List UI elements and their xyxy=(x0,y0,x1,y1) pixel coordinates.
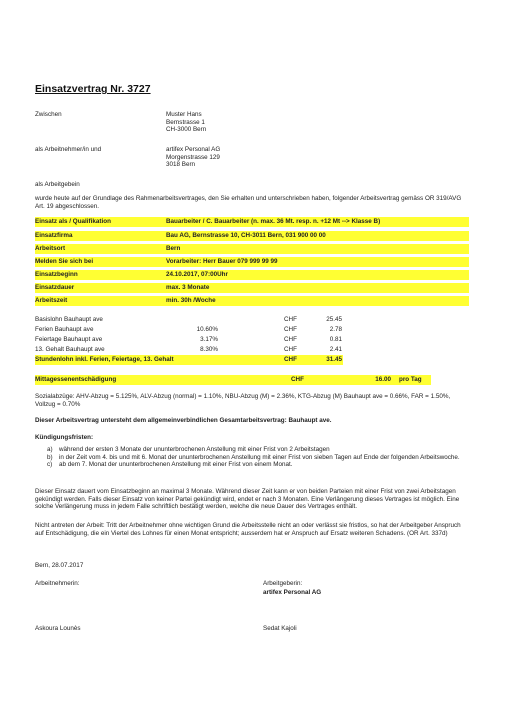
dauer-paragraph: Dieser Einsatz dauert vom Einsatzbeginn an maximal 3 Monate. Während dieser Zeit kann er von beiden Parteien mit einer Frist von zwei Arbeitstagen gekündigt werden. Falls dieser Einsatz von keiner Partei gekündigt wird, endet er nach 3 Monaten. Eine Verlängerung dieses Vertrages ist möglich. Eine solche Verlängerung muss in jedem Falle schriftlich bestätigt werden, welche die neue Dauer des Vertrages enthält. xyxy=(35,488,460,511)
detail-value: max. 3 Monate xyxy=(166,284,210,291)
wage-amount: 2.41 xyxy=(329,346,342,353)
list-item-marker: b) xyxy=(47,453,53,461)
als-arbeitgeber-label: als Arbeitgebein xyxy=(35,181,80,188)
als-arbeitnehmer-label: als Arbeitnehmer/in und xyxy=(35,146,102,153)
detail-row xyxy=(35,257,469,267)
list-item-marker: c) xyxy=(47,461,53,469)
stundenlohn-label: Stundenlohn inkl. Ferien, Feiertage, 13. Gehalt xyxy=(35,356,174,363)
arbeitnehmer-label: Arbeitnehmerin: xyxy=(35,580,80,587)
zwischen-label: Zwischen xyxy=(35,111,62,118)
arbeitgeber-name: Sedat Kajoli xyxy=(263,625,297,632)
detail-row xyxy=(35,283,469,293)
nichtantreten-paragraph: Nicht antreten der Arbeit: Tritt der Arbeitnehmer ohne wichtigen Grund die Arbeitsstelle nicht an oder verlässt sie fristlos, so hat der Arbeitgeber Anspruch auf Entschädigung, die ein Viertel des Lohnes für einen Monat entspricht; ausserdem hat er Anspruch auf Ersatz weiteren Schadens. (OR Art. 337d) xyxy=(35,522,461,537)
detail-value: Vorarbeiter: Herr Bauer 079 999 99 99 xyxy=(166,258,278,265)
intro-paragraph: wurde heute auf der Grundlage des Rahmenarbeitsvertrages, den Sie erhalten und unterschrieben haben, folgender Arbeitsvertrag gemäss OR 319/AVG Art. 19 abgeschlossen. xyxy=(35,195,462,210)
detail-value: Bern xyxy=(166,245,181,252)
wage-amount: 2.78 xyxy=(329,326,342,333)
arbeitgeber-company: artifex Personal AG xyxy=(263,589,322,596)
detail-value: Bau AG, Bernstrasse 10, CH-3011 Bern, 031 900 00 00 xyxy=(166,232,326,239)
list-item xyxy=(35,461,471,469)
employee-city: CH-3000 Bern xyxy=(166,126,207,134)
detail-label: Einsatzfirma xyxy=(35,232,73,239)
wage-percent: 8.30% xyxy=(200,346,218,353)
wage-currency: CHF xyxy=(284,336,297,343)
detail-row xyxy=(35,217,469,227)
detail-value: min. 30h /Woche xyxy=(166,297,216,304)
detail-row xyxy=(35,270,469,280)
mittag-row xyxy=(35,375,431,385)
wage-currency: CHF xyxy=(284,326,297,333)
document-title: Einsatzvertrag Nr. 3727 xyxy=(35,83,151,95)
employer-name: artifex Personal AG xyxy=(166,146,221,153)
wage-amount: 25.45 xyxy=(326,316,342,323)
mittag-currency: CHF xyxy=(291,376,304,383)
wage-percent: 10.60% xyxy=(196,326,218,333)
wage-currency: CHF xyxy=(284,316,297,323)
detail-value: Bauarbeiter / C. Bauarbeiter (n. max. 36 Mt. resp. n. +12 Mt --> Klasse B) xyxy=(166,218,381,225)
sozialabzuege-paragraph: Sozialabzüge: AHV-Abzug = 5.125%, ALV-Abzug (normal) = 1.10%, NBU-Abzug (M) = 2.36%, KTG-Abzug (M) Bauhaupt ave = 0.66%, FAR = 1.50%, Vollzug = 0.70% xyxy=(35,393,451,408)
detail-label: Melden Sie sich bei xyxy=(35,258,94,265)
wage-label: 13. Gehalt Bauhaupt ave xyxy=(35,346,105,353)
list-item xyxy=(35,454,471,462)
gav-paragraph: Dieser Arbeitsvertrag untersteht dem allgemeinverbindlichen Gesamtarbeitsvertrag: Bauhaupt ave. xyxy=(35,417,332,424)
detail-label: Einsatzdauer xyxy=(35,284,75,291)
stundenlohn-currency: CHF xyxy=(284,356,297,363)
list-item-text: in der Zeit vom 4. bis und mit 6. Monat der ununterbrochenen Anstellung mit einer Frist von sieben Tagen auf Ende der folgenden Arbeitswoche. xyxy=(59,453,460,461)
kuendigung-title: Kündigungsfristen: xyxy=(35,434,94,441)
detail-label: Arbeitsort xyxy=(35,245,66,252)
mittag-unit: pro Tag xyxy=(399,376,422,383)
wage-label: Basislohn Bauhaupt ave xyxy=(35,316,103,323)
employer-address xyxy=(166,146,220,169)
employee-name: Muster Hans xyxy=(166,111,202,118)
detail-row xyxy=(35,244,469,254)
arbeitgeber-label: Arbeitgeberin: xyxy=(263,580,303,587)
wage-currency: CHF xyxy=(284,346,297,353)
list-item-text: ab dem 7. Monat der ununterbrochenen Anstellung mit einer Frist von einem Monat. xyxy=(59,461,293,469)
arbeitnehmer-name: Askoura Lounès xyxy=(35,625,81,632)
detail-value: 24.10.2017, 07:00Uhr xyxy=(166,271,228,278)
detail-row xyxy=(35,231,469,241)
mittag-label: Mittagessenentschädigung xyxy=(35,376,117,383)
employer-street: Morgenstrasse 129 xyxy=(166,153,220,161)
list-item-text: während der ersten 3 Monate der ununterbrochenen Anstellung mit einer Frist von 2 Arbeitstagen xyxy=(59,446,330,453)
detail-row xyxy=(35,296,469,306)
detail-label: Einsatzbeginn xyxy=(35,271,78,278)
employee-address xyxy=(166,111,206,134)
employer-city: 3018 Bern xyxy=(166,161,196,169)
stundenlohn-row xyxy=(35,355,343,365)
employee-street: Bernstrasse 1 xyxy=(166,118,205,126)
kuendigung-list xyxy=(35,446,471,469)
wage-label: Ferien Bauhaupt ave xyxy=(35,326,94,333)
list-item-marker: a) xyxy=(47,446,53,453)
stundenlohn-amount: 31.45 xyxy=(326,356,342,363)
detail-label: Einsatz als / Qualifikation xyxy=(35,218,111,225)
wage-amount: 0.81 xyxy=(329,336,342,343)
mittag-amount: 16.00 xyxy=(375,376,391,383)
list-item xyxy=(35,446,471,454)
wage-label: Feiertage Bauhaupt ave xyxy=(35,336,103,343)
detail-label: Arbeitszeit xyxy=(35,297,68,304)
wage-percent: 3.17% xyxy=(200,336,218,343)
date-place: Bern, 28.07.2017 xyxy=(35,562,84,569)
